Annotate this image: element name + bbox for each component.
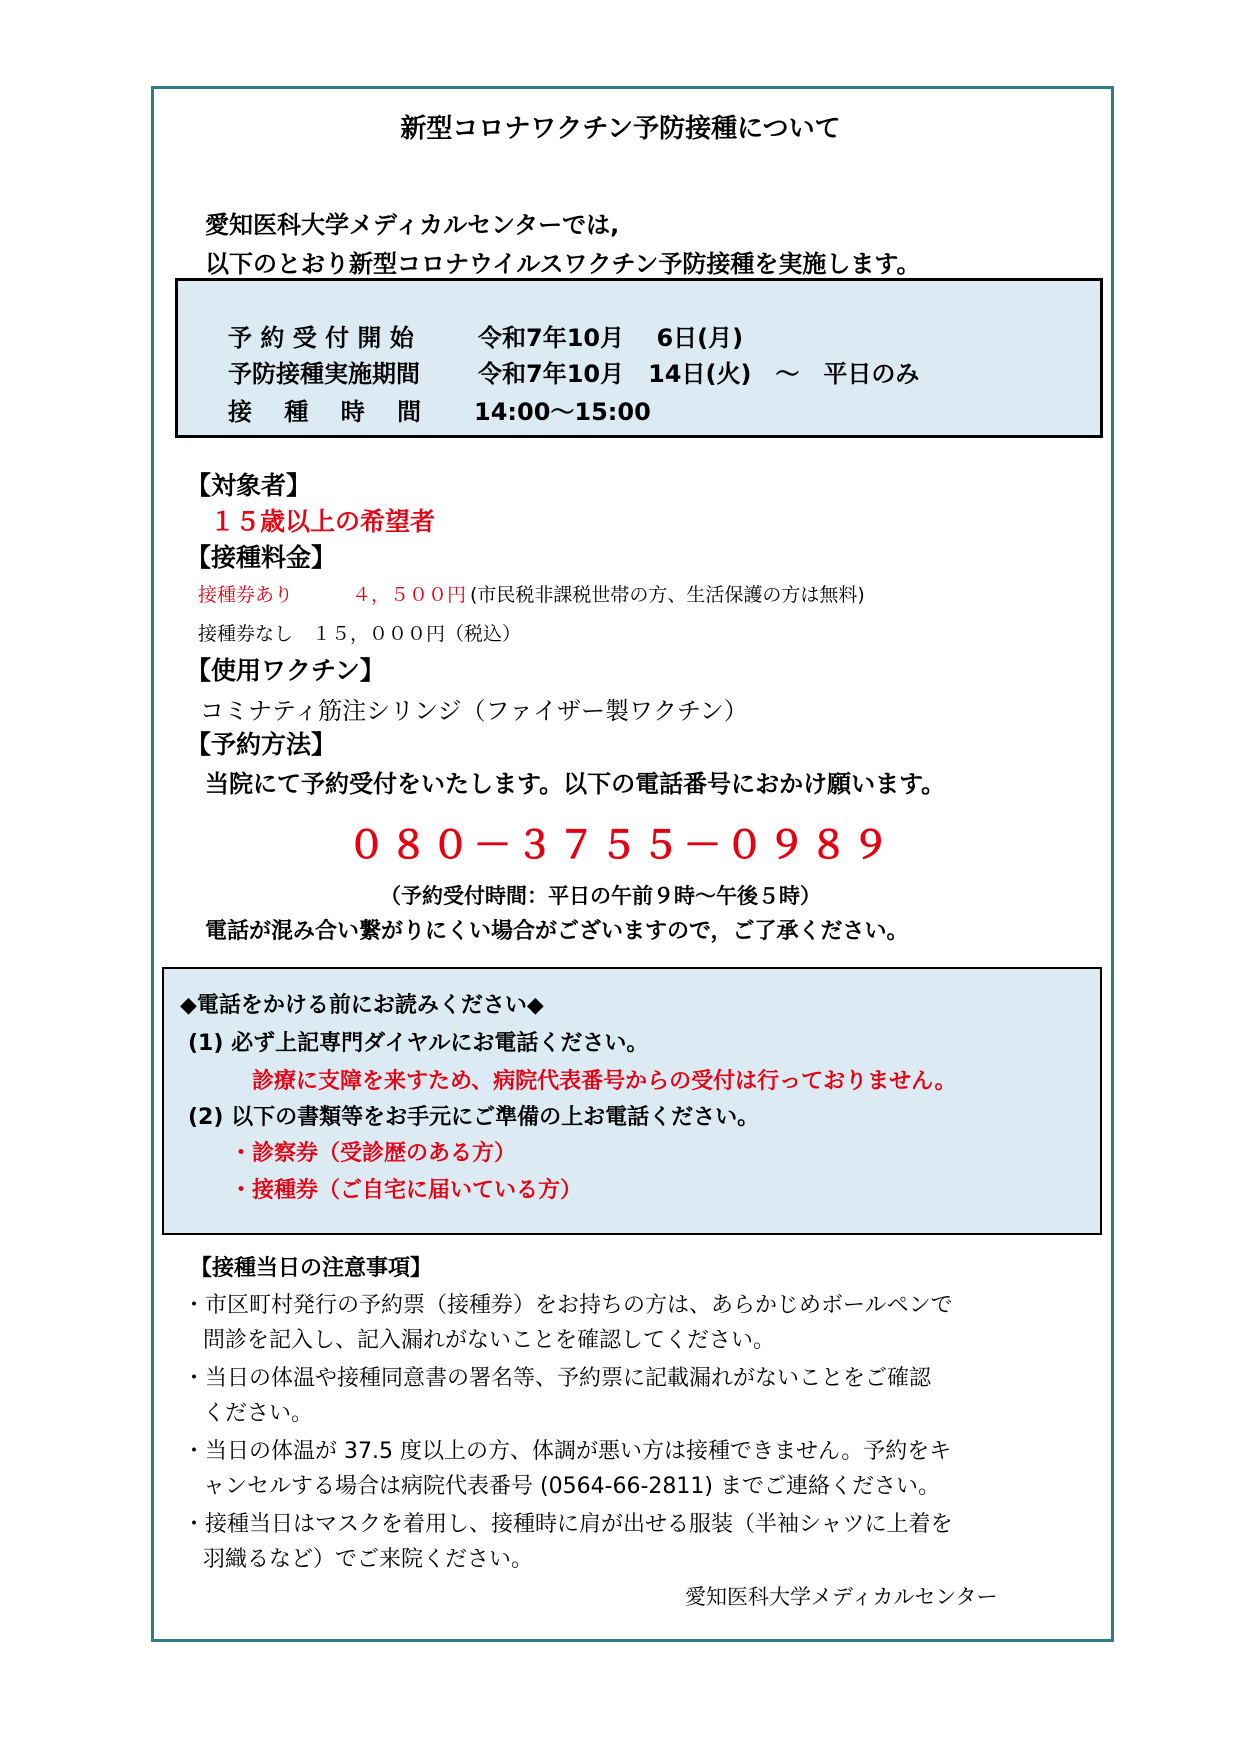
target-heading: 【対象者】 bbox=[186, 471, 312, 500]
caution-line-2: 問診を記入し、記入漏れがないことを確認してください。 bbox=[203, 1328, 776, 1353]
caution-line-6: ャンセルする場合は病院代表番号 (0564-66-2811) までご連絡ください。 bbox=[203, 1474, 941, 1499]
reservation-text: 当院にて予約受付をいたします。以下の電話番号におかけ願います。 bbox=[205, 770, 946, 798]
page-title: 新型コロナワクチン予防接種について bbox=[400, 114, 841, 144]
schedule-value-time: 14:00～15:00 bbox=[474, 398, 651, 426]
signature: 愛知医科大学メディカルセンター bbox=[685, 1585, 998, 1609]
caution-line-5: ・当日の体温が 37.5 度以上の方、体調が悪い方は接種できません。予約をキ bbox=[183, 1439, 952, 1464]
before-call-doc-1: ・診察券（受診歴のある方） bbox=[230, 1141, 517, 1166]
vaccine-heading: 【使用ワクチン】 bbox=[186, 656, 385, 685]
intro-line-2: 以下のとおり新型コロナウイルスワクチン予防接種を実施します。 bbox=[205, 250, 921, 278]
fee-without-ticket: 接種券なし １５，０００円（税込） bbox=[198, 623, 522, 645]
before-call-heading: ◆電話をかける前にお読みください◆ bbox=[180, 993, 544, 1018]
schedule-label-period: 予防接種実施期間 bbox=[228, 360, 420, 388]
fee-with-ticket-label: 接種券あり bbox=[198, 584, 294, 606]
schedule-value-start: 令和7年10月 6日(月) bbox=[478, 324, 744, 352]
target-value: １５歳以上の希望者 bbox=[210, 507, 436, 536]
vaccine-value: コミナティ筋注シリンジ（ファイザー製ワクチン） bbox=[200, 697, 748, 725]
before-call-doc-2: ・接種券（ご自宅に届いている方） bbox=[230, 1178, 583, 1203]
cautions-heading: 【接種当日の注意事項】 bbox=[190, 1256, 433, 1281]
before-call-item-2: (2) 以下の書類等をお手元にご準備の上お電話ください。 bbox=[188, 1105, 760, 1130]
before-call-item-1-warning: 診療に支障を来すため、病院代表番号からの受付は行っておりません。 bbox=[252, 1069, 957, 1094]
reservation-hours: （予約受付時間：平日の午前９時～午後５時） bbox=[380, 884, 821, 908]
caution-line-7: ・接種当日はマスクを着用し、接種時に肩が出せる服装（半袖シャツに上着を bbox=[183, 1512, 953, 1537]
intro-line-1: 愛知医科大学メディカルセンターでは, bbox=[205, 211, 620, 239]
before-call-item-1: (1) 必ず上記専門ダイヤルにお電話ください。 bbox=[188, 1031, 649, 1056]
caution-line-1: ・市区町村発行の予約票（接種券）をお持ちの方は、あらかじめボールペンで bbox=[183, 1293, 953, 1318]
caution-line-3: ・当日の体温や接種同意書の署名等、予約票に記載漏れがないことをご確認 bbox=[183, 1366, 932, 1391]
schedule-label-start: 予 約 受 付 開 始 bbox=[228, 324, 414, 352]
fee-heading: 【接種料金】 bbox=[186, 543, 337, 572]
reservation-phone: ０８０－３７５５－０９８９ bbox=[347, 823, 894, 867]
schedule-value-period: 令和7年10月 14日(火) ～ 平日のみ bbox=[478, 360, 920, 388]
schedule-label-time: 接 種 時 間 bbox=[228, 398, 422, 426]
reservation-heading: 【予約方法】 bbox=[186, 730, 337, 759]
reservation-note: 電話が混み合い繋がりにくい場合がございますので，ご了承ください。 bbox=[205, 919, 909, 944]
caution-line-4: ください。 bbox=[203, 1401, 314, 1426]
fee-with-ticket-amount: ４，５００円 bbox=[352, 584, 467, 606]
fee-with-ticket-note: (市民税非課税世帯の方、生活保護の方は無料) bbox=[470, 584, 865, 606]
caution-line-8: 羽織るなど）でご来院ください。 bbox=[203, 1547, 534, 1572]
